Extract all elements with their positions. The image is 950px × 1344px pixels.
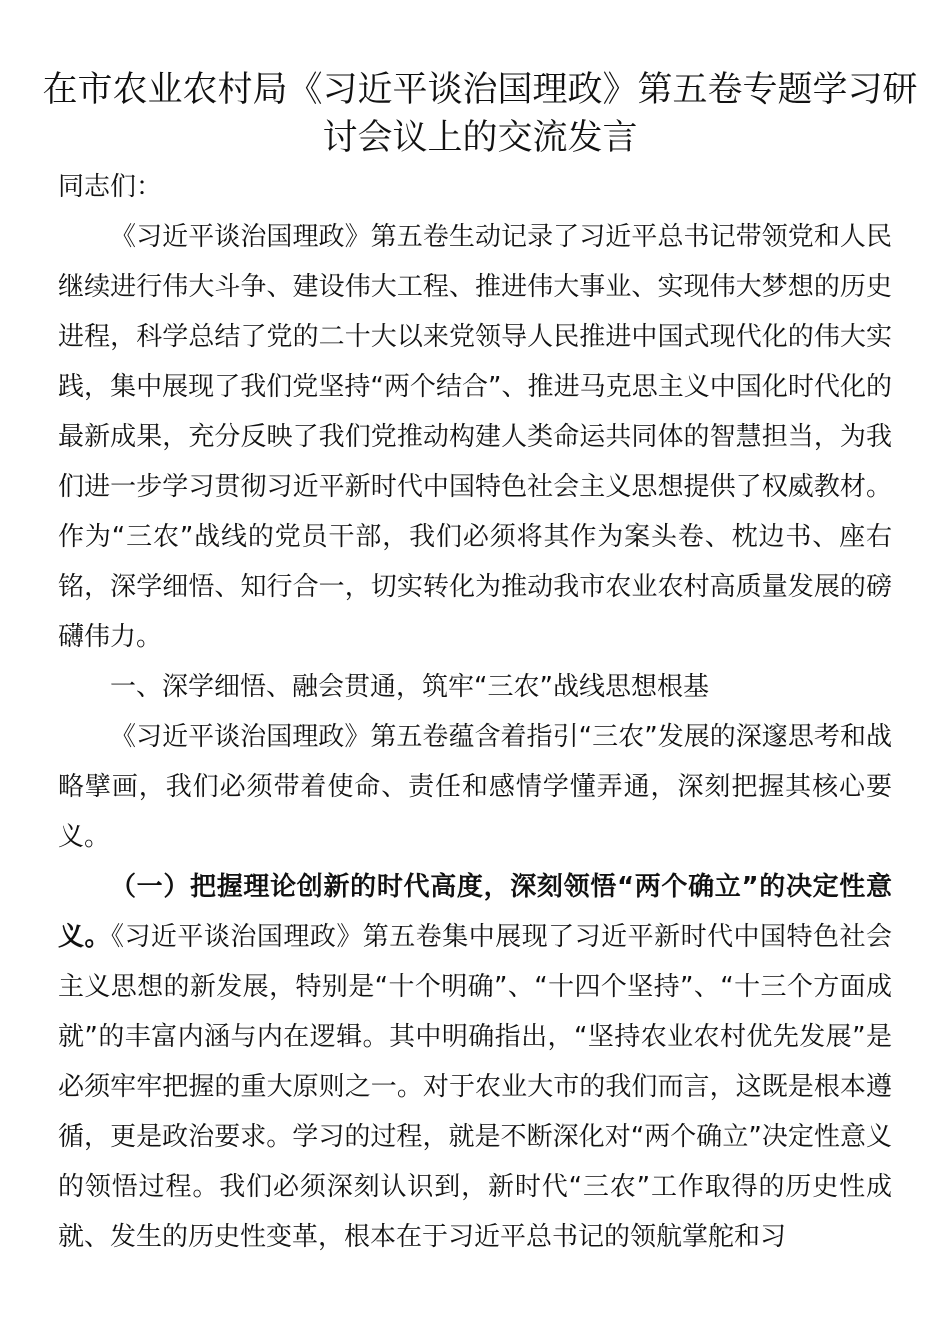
- subsection-text: 《习近平谈治国理政》第五卷集中展现了习近平新时代中国特色社会主义思想的新发展，特别是“十个明确”、“十四个坚持”、“十三个方面成就”的丰富内涵与内在逻辑。其中明确指出，“坚持农业农村优先发展”是必须牢牢把握的重大原则之一。对于农业大市的我们而言，这既是根本遵循，更是政治要求。学习的过程，就是不断深化对“两个确立”决定性意义的领悟过程。我们必须深刻认识到，新时代“三农”工作取得的历史性成就、发生的历史性变革，根本在于习近平总书记的领航掌舵和习: [58, 922, 892, 1252]
- document-body: [58, 162, 892, 1262]
- document-title: 在市农业农村局《习近平谈治国理政》第五卷专题学习研讨会议上的交流发言: [42, 70, 918, 158]
- salutation: 同志们：: [58, 172, 163, 202]
- subsection-heading: （一）把握理论创新的时代高度，深刻领悟“两个确立”的决定性意义。: [58, 872, 892, 952]
- section-paragraph: 《习近平谈治国理政》第五卷蕴含着指引“三农”发展的深邃思考和战略擘画，我们必须带着使命、责任和感情学懂弄通，深刻把握其核心要义。: [58, 722, 892, 852]
- intro-paragraph: 《习近平谈治国理政》第五卷生动记录了习近平总书记带领党和人民继续进行伟大斗争、建设伟大工程、推进伟大事业、实现伟大梦想的历史进程，科学总结了党的二十大以来党领导人民推进中国式现代化的伟大实践，集中展现了我们党坚持“两个结合”、推进马克思主义中国化时代化的最新成果，充分反映了我们党推动构建人类命运共同体的智慧担当，为我们进一步学习贯彻习近平新时代中国特色社会主义思想提供了权威教材。作为“三农”战线的党员干部，我们必须将其作为案头卷、枕边书、座右铭，深学细悟、知行合一，切实转化为推动我市农业农村高质量发展的磅礴伟力。: [58, 222, 892, 652]
- section-heading-1: 一、深学细悟、融会贯通，筑牢“三农”战线思想根基: [110, 672, 709, 702]
- subsection-paragraph: [58, 862, 892, 1262]
